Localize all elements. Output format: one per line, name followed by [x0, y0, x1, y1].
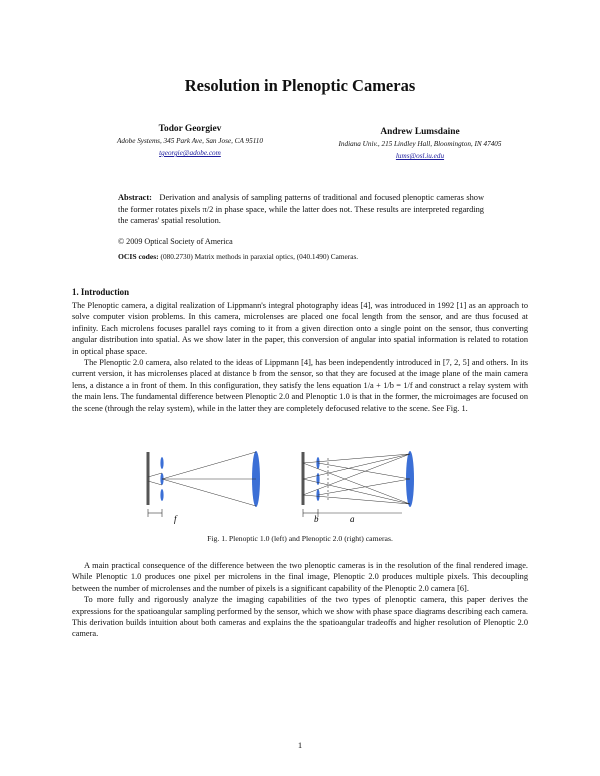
label-a: a [350, 514, 355, 524]
microlens-left-3 [160, 489, 163, 501]
section-heading-introduction: 1. Introduction [72, 287, 130, 297]
copyright: © 2009 Optical Society of America [118, 237, 233, 246]
ocis-label: OCIS codes: [118, 252, 159, 261]
paragraph-2: The Plenoptic 2.0 camera, also related to the ideas of Lippmann [4], has been independently introduced in [7, 2, 5] and others. In its current version, it has microlenses placed at distance b from the sensor, so that they are focused at the image plane of the main camera lens, a distance a in front of them. In this configuration, they satisfy the lens equation 1/a + 1/b = 1/f and construct a relay system with the main lens. The fundamental difference between Plenoptic 2.0 and Plenoptic 1.0 is that in the former, the microimages are focused on the scene (through the relay system), while in the latter they are completely defocused relative to the scene. See Fig. 1. [72, 358, 528, 413]
label-f: f [174, 514, 177, 524]
plenoptic-2-diagram [303, 451, 414, 524]
author-2-name: Andrew Lumsdaine [380, 127, 460, 137]
abstract-text: Derivation and analysis of sampling patterns of traditional and focused plenoptic cameras show the former rotates pixels π/2 in phase space, while the latter does not. These results are interpreted regarding the cameras' spatial resolution. [118, 193, 485, 226]
author-2-email[interactable]: lums@osl.iu.edu [395, 152, 445, 160]
paragraph-3: A main practical consequence of the difference between the two plenoptic cameras is in the resolution of the final rendered image. While Plenoptic 1.0 produces one pixel per microlens in the final image, Plenoptic 2.0 produces multiple pixels. This decoupling between the number of microlenses and the number of pixels is a significant capability of the Plenoptic 2.0 camera [6]. [72, 561, 528, 593]
author-2-affiliation: Indiana Univ., 215 Lindley Hall, Bloomington, IN 47405 [338, 140, 502, 148]
page-number: 1 [297, 740, 303, 750]
microlens-left-1 [160, 457, 163, 469]
plenoptic-1-diagram [148, 451, 260, 524]
ocis-codes [118, 252, 498, 261]
label-b: b [314, 514, 319, 524]
author-1 [90, 123, 290, 159]
microlens-right-2 [316, 473, 319, 485]
figure-1-caption: Fig. 1. Plenoptic 1.0 (left) and Plenoptic 2.0 (right) cameras. [207, 534, 393, 543]
intro-paragraphs-bottom [72, 560, 528, 640]
author-1-name: Todor Georgiev [158, 124, 222, 134]
author-1-affiliation: Adobe Systems, 345 Park Ave, San Jose, CA 95110 [117, 137, 263, 145]
paragraph-4: To more fully and rigorously analyze the imaging capabilities of the two types of plenoptic camera, this paper derives the expressions for the spatioangular sampling performed by the sensor, which we show with phase space diagrams describing each camera. This derivation builds intuition about both cameras and explains the the spatioangular tradeoffs and higher resolution of Plenoptic 2.0 camera. [72, 595, 528, 639]
author-2 [310, 126, 530, 162]
paragraph-1: The Plenoptic camera, a digital realization of Lippmann's integral photography ideas [4], was introduced in 1992 [1] as an approach to solve computer vision problems. In this camera, microlenses are placed one focal length from the sensor, and are thus focused at infinity. Each microlens focuses parallel rays coming to it from a given direction onto a single point on the sensor, thus converting angular distribution into spatial. As we show later in the paper, this conversion of angular into spatial information is related to rotation in optical phase space. [72, 301, 528, 356]
abstract [118, 192, 484, 227]
paper-title: Resolution in Plenoptic Cameras [184, 76, 416, 95]
ocis-text: (080.2730) Matrix methods in paraxial optics, (040.1490) Cameras. [160, 252, 359, 261]
intro-paragraphs-top [72, 300, 528, 414]
abstract-label: Abstract: [118, 193, 152, 202]
author-1-email[interactable]: tgeorgie@adobe.com [159, 149, 221, 157]
figure-1-diagram [140, 440, 460, 528]
